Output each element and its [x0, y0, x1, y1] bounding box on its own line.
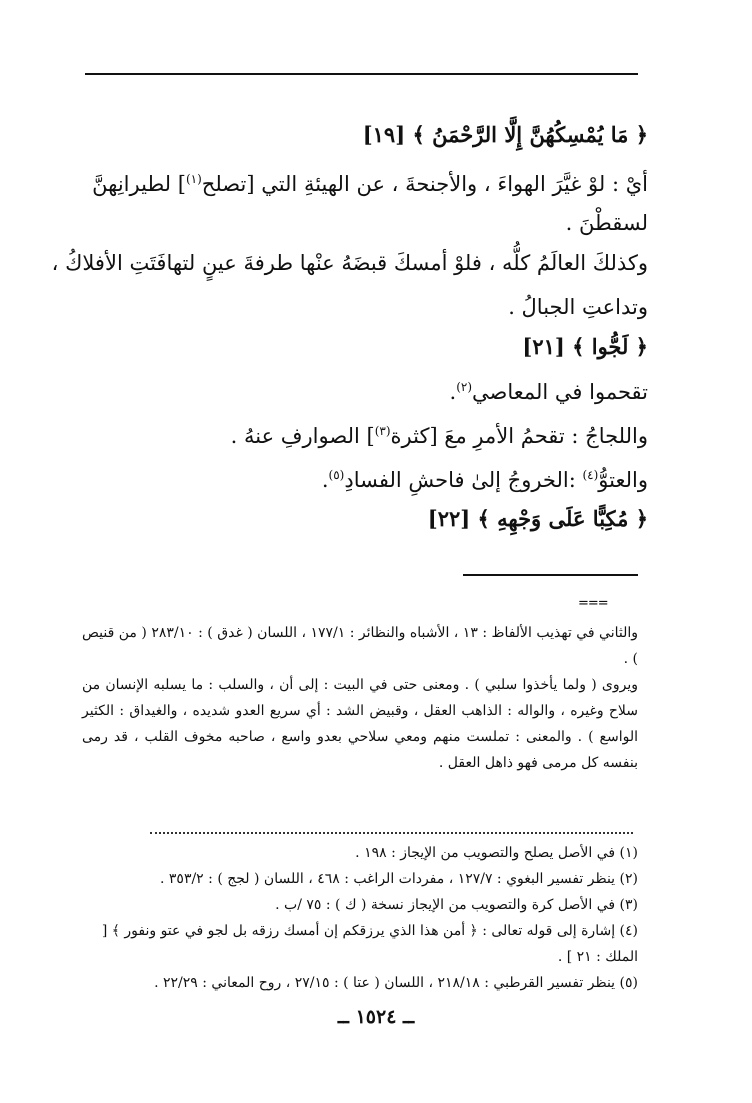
continuation-mark: === [578, 596, 608, 611]
commentary-line: والعتوُّ$^{(٤)}$ :الخروجُ إلىٰ فاحشِ الفسادِ$^{(٥)}$. [321, 468, 648, 492]
verse-21: ﴿ لَجُّوا ﴾ [٢١] [522, 334, 648, 359]
commentary-line: أيْ : لوْ غيَّرَ الهواءَ ، والأجنحةَ ، عن الهيئةِ التي [تصلح$^{(١)}$] لطيرانِهنَّ [92, 172, 648, 196]
verse-19: ﴿ مَا يُمْسِكُهُنَّ إِلَّا الرَّحْمَنُ ﴾ [١٩] [362, 122, 648, 147]
footnotes [82, 840, 638, 996]
page-number: ــ ١٥٢٤ ــ [337, 1006, 415, 1028]
footnote-continued [82, 620, 638, 776]
dotted-separator [150, 832, 633, 834]
footnote-2: (٢) ينظر تفسير البغوي : ١٢٧/٧ ، مفردات الراغب : ٤٦٨ ، اللسان ( لجج ) : ٣٥٣/٢ . [160, 871, 638, 887]
commentary-line: وكذلكَ العالَمُ كلُّه ، فلوْ أمسكَ قبضَهُ عنْها طرفةَ عينٍ لتهافَتَتِ الأفلاكُ ، [51, 251, 648, 275]
footnote-paragraph: والثاني في تهذيب الألفاظ : ١٣ ، الأشباه والنظائر : ١٧٧/١ ، اللسان ( غدق ) : ٢٨٣/١٠ ( من قنيص ) . [82, 625, 639, 667]
footnote-paragraph: ويروى ( ولما يأخذوا سلبي ) . ومعنى حتى في البيت : إلى أن ، والسلب : ما يسلبه الإنسان من سلاح وغيره ، والواله : الذاهب العقل ، وقبيض الشد : أي سريع العدو شديده ، والغيداق : الكثير الواسع ) . والمعنى : تملست منهم ومعي سلاحي بعدو واسع ، صاحبه مخوف القلب ، قد رمى بنفسه كل مرمى فهو ذاهل العقل . [82, 677, 638, 771]
main-text [51, 122, 648, 550]
verse-22: ﴿ مُكِبًّا عَلَى وَجْهِهِ ﴾ [٢٢] [427, 506, 648, 531]
footnote-ref: (٣) [374, 424, 391, 438]
footnote-ref: (١) [185, 172, 202, 186]
footnote-ref: (٢) [456, 380, 473, 394]
footnote-ref: (٤) [582, 468, 599, 482]
commentary-line: وتداعتِ الجبالُ . [508, 295, 648, 319]
commentary-line: تقحموا في المعاصي$^{(٢)}$. [449, 380, 648, 404]
footnote-3: (٣) في الأصل كرة والتصويب من الإيجاز نسخة ( ك ) : ٧٥ /ب . [275, 897, 638, 913]
commentary-line: واللجاجُ : تقحمُ الأمرِ معَ [كثرة$^{(٣)}$] الصوارفِ عنهُ . [230, 424, 648, 448]
footnote-ref: (٥) [328, 468, 345, 482]
footnote-5: (٥) ينظر تفسير القرطبي : ٢١٨/١٨ ، اللسان ( عتا ) : ٢٧/١٥ ، روح المعاني : ٢٢/٢٩ . [154, 975, 638, 991]
top-rule [85, 73, 638, 75]
commentary-line: لسقطْنَ . [565, 211, 648, 235]
footnote-4: (٤) إشارة إلى قوله تعالى : ﴿ أمن هذا الذي يرزقكم إن أمسك رزقه بل لجو في عتو ونفور ﴾ [ الملك : ٢١ ] . [101, 923, 638, 965]
footnote-1: (١) في الأصل يصلح والتصويب من الإيجاز : ١٩٨ . [355, 845, 638, 861]
footnote-separator [463, 574, 638, 576]
